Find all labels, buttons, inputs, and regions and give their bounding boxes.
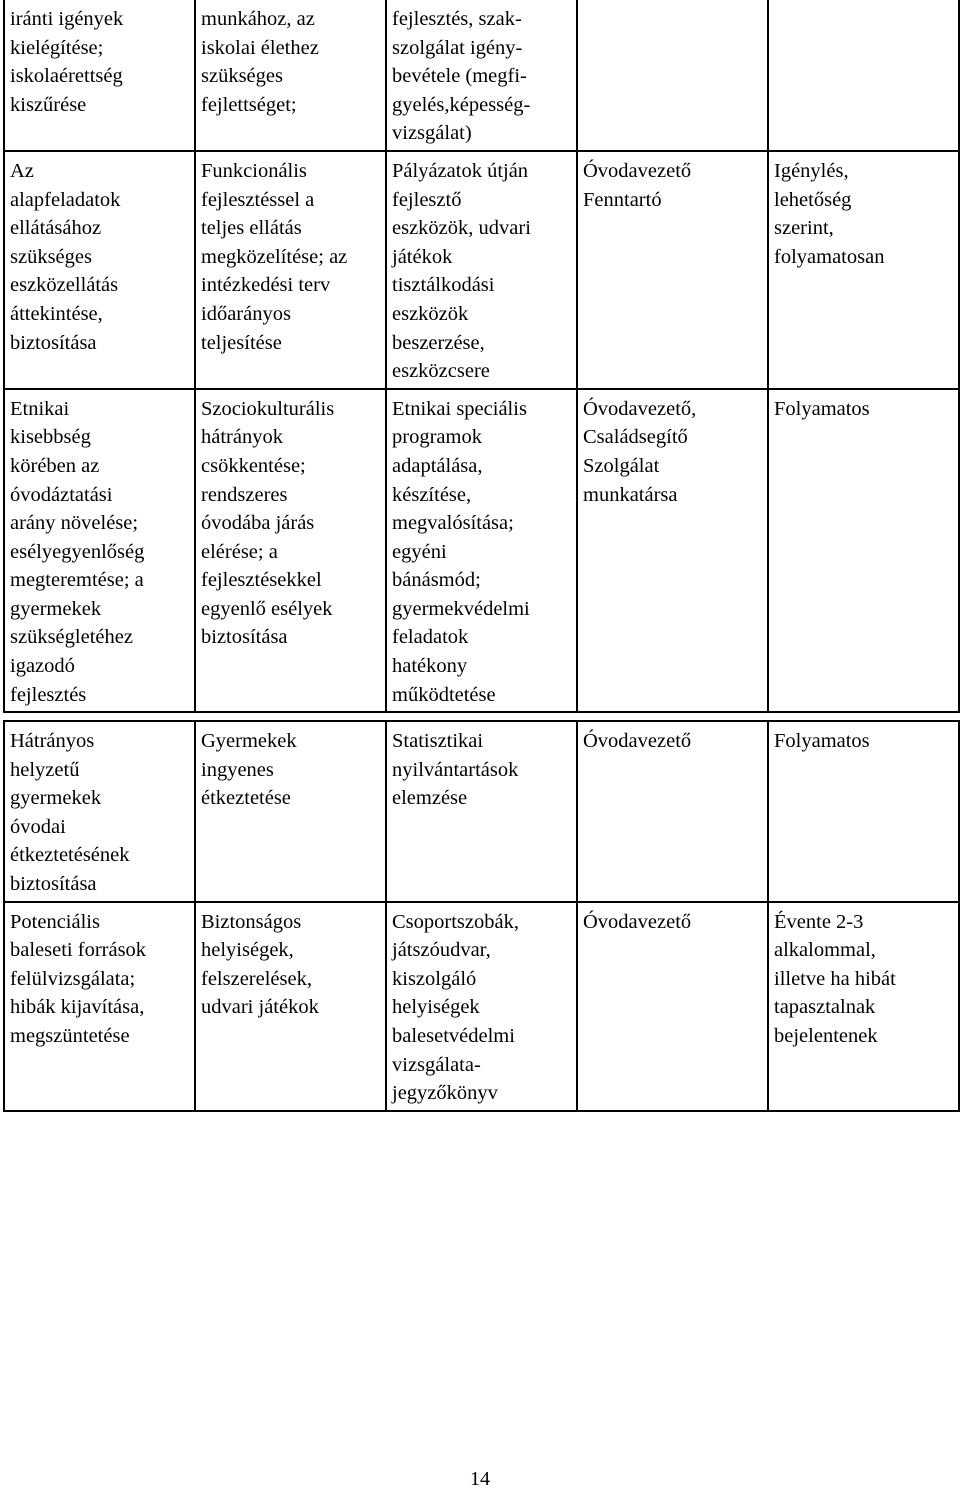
table-cell-target: Szociokulturális hátrányok csökkentése; rendszeres óvodába járás elérése; a fejlesztésekkel egyenlő esélyek biztosítása — [195, 389, 386, 713]
table-cell-task: Statisztikai nyilvántartások elemzése — [386, 721, 577, 902]
table-cell-responsible: Óvodavezető Fenntartó — [577, 151, 768, 389]
table-cell-responsible: Óvodavezető, Családsegítő Szolgálat munkatársa — [577, 389, 768, 713]
table-row — [4, 721, 959, 902]
table-row — [4, 902, 959, 1111]
table-cell-target: munkához, az iskolai élethez szükséges fejlettséget; — [195, 0, 386, 151]
table-cell-task: fejlesztés, szak- szolgálat igény- bevétele (megfi- gyelés,képesség- vizsgálat) — [386, 0, 577, 151]
table-row — [4, 389, 959, 713]
table-cell-goal: iránti igények kielégítése; iskolaérettség kiszűrése — [4, 0, 195, 151]
table-row — [4, 0, 959, 151]
table-row — [4, 151, 959, 389]
table-cell-target: Biztonságos helyiségek, felszerelések, udvari játékok — [195, 902, 386, 1111]
page-number: 14 — [470, 1468, 490, 1490]
table-cell-deadline: Évente 2-3 alkalommal, illetve ha hibát tapasztalnak bejelentenek — [768, 902, 959, 1111]
table-cell-deadline: Folyamatos — [768, 389, 959, 713]
table-cell-goal: Az alapfeladatok ellátásához szükséges eszközellátás áttekintése, biztosítása — [4, 151, 195, 389]
table-cell-target: Gyermekek ingyenes étkeztetése — [195, 721, 386, 902]
table-cell-responsible — [577, 0, 768, 151]
table-cell-task: Pályázatok útján fejlesztő eszközök, udvari játékok tisztálkodási eszközök beszerzése, eszközcsere — [386, 151, 577, 389]
table-cell-goal: Potenciális baleseti források felülvizsgálata; hibák kijavítása, megszüntetése — [4, 902, 195, 1111]
table-cell-task: Etnikai speciális programok adaptálása, készítése, megvalósítása; egyéni bánásmód; gyermekvédelmi feladatok hatékony működtetése — [386, 389, 577, 713]
table-cell-deadline — [768, 0, 959, 151]
table-cell-goal: Hátrányos helyzetű gyermekek óvodai étkeztetésének biztosítása — [4, 721, 195, 902]
activity-table — [3, 720, 960, 1112]
table-cell-goal: Etnikai kisebbség körében az óvodáztatási arány növelése; esélyegyenlőség megteremtése; a gyermekek szükségletéhez igazodó fejlesztés — [4, 389, 195, 713]
table-cell-responsible: Óvodavezető — [577, 721, 768, 902]
table-cell-deadline: Igénylés, lehetőség szerint, folyamatosan — [768, 151, 959, 389]
table-cell-task: Csoportszobák, játszóudvar, kiszolgáló helyiségek balesetvédelmi vizsgálata- jegyzőkönyv — [386, 902, 577, 1111]
activity-table-continued — [3, 0, 960, 713]
table-cell-deadline: Folyamatos — [768, 721, 959, 902]
table-cell-responsible: Óvodavezető — [577, 902, 768, 1111]
table-cell-target: Funkcionális fejlesztéssel a teljes ellátás megközelítése; az intézkedési terv időarányos teljesítése — [195, 151, 386, 389]
